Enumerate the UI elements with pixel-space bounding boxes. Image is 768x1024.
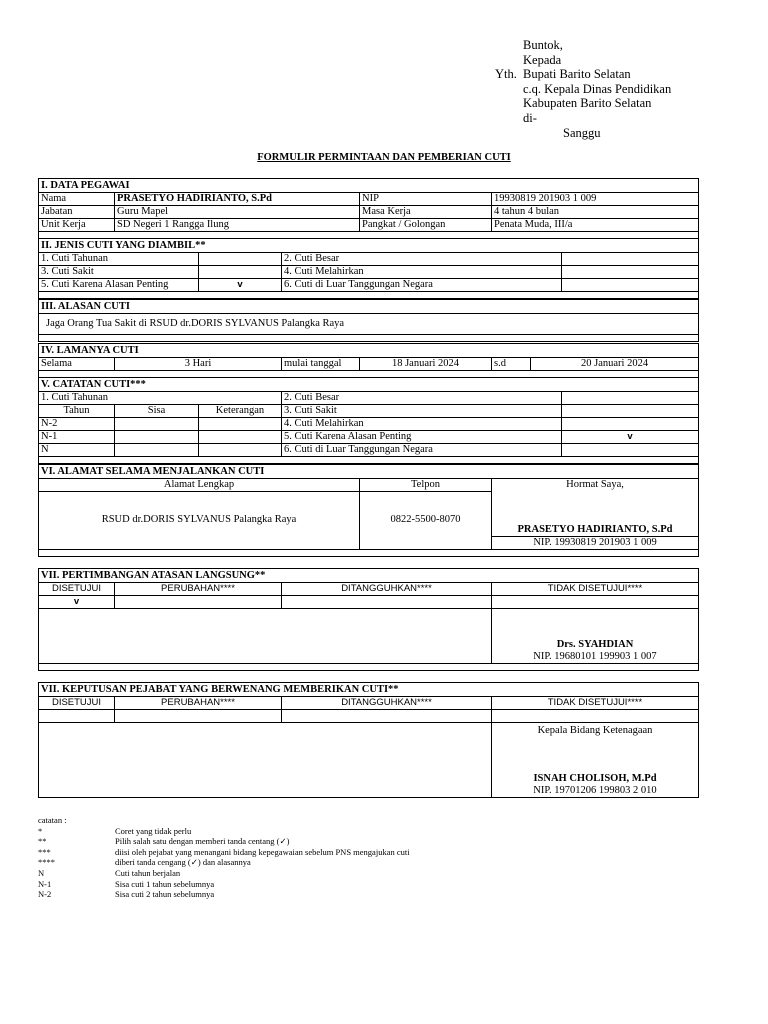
spacer-row xyxy=(39,292,699,299)
cuti-besar-check[interactable] xyxy=(562,253,699,266)
section-title: V. CATATAN CUTI*** xyxy=(39,378,699,392)
spacer-row xyxy=(39,664,699,671)
cuti-sakit-check[interactable] xyxy=(199,266,282,279)
value-pangkat: Penata Muda, III/a xyxy=(492,219,699,232)
pejabat-position: Kepala Bidang Ketenagaan xyxy=(492,723,699,744)
catatan-cuti-alasan-penting-value[interactable]: v xyxy=(562,431,699,444)
n-sisa[interactable] xyxy=(115,444,199,457)
pejabat-signer-name: ISNAH CHOLISOH, M.Pd xyxy=(492,773,699,785)
cuti-tahunan-label: 1. Cuti Tahunan xyxy=(39,253,199,266)
atasan-signer-name: Drs. SYAHDIAN xyxy=(492,609,699,652)
value-unit-kerja: SD Negeri 1 Rangga Ilung xyxy=(115,219,360,232)
tidak-disetujui-check[interactable] xyxy=(492,710,699,723)
n-label: N xyxy=(39,444,115,457)
note-value: Pilih salah satu dengan memberi tanda centang (✓) xyxy=(115,836,290,847)
note-key: **** xyxy=(38,857,55,868)
hormat-saya: Hormat Saya, xyxy=(492,479,699,492)
ditangguhkan-check[interactable] xyxy=(282,596,492,609)
note-key: N-1 xyxy=(38,878,52,889)
note-row xyxy=(38,836,290,847)
catatan-cuti-luar-tanggungan-value[interactable] xyxy=(562,444,699,457)
section-title: VII. PERTIMBANGAN ATASAN LANGSUNG** xyxy=(39,569,699,583)
section-alasan-cuti xyxy=(38,299,699,342)
catatan-cuti-melahirkan-label: 4. Cuti Melahirkan xyxy=(282,418,562,431)
label-masa-kerja: Masa Kerja xyxy=(360,206,492,219)
note-key: ** xyxy=(38,836,47,847)
value-masa-kerja: 4 tahun 4 bulan xyxy=(492,206,699,219)
spacer-row xyxy=(39,549,699,556)
ditangguhkan-header: DITANGGUHKAN**** xyxy=(282,583,492,596)
note-row xyxy=(38,846,410,858)
tidak-disetujui-header: TIDAK DISETUJUI**** xyxy=(492,583,699,596)
note-value: Sisa cuti 1 tahun sebelumnya xyxy=(115,878,215,889)
atasan-signer-nip: NIP. 19680101 199903 1 007 xyxy=(492,651,699,664)
to-text: Kepada xyxy=(523,52,562,67)
disetujui-check[interactable]: v xyxy=(39,596,115,609)
section-title: III. ALASAN CUTI xyxy=(39,300,699,314)
section-lamanya-cuti xyxy=(38,343,699,378)
section-title: VII. KEPUTUSAN PEJABAT YANG BERWENANG MEMBERIKAN CUTI** xyxy=(39,683,699,697)
sisa-header: Sisa xyxy=(115,405,199,418)
n2-keterangan[interactable] xyxy=(199,418,282,431)
note-row xyxy=(38,889,215,900)
cuti-luar-tanggungan-label: 6. Cuti di Luar Tanggungan Negara xyxy=(282,279,562,292)
section-title: VI. ALAMAT SELAMA MENJALANKAN CUTI xyxy=(39,465,699,479)
catatan-cuti-besar-label: 2. Cuti Besar xyxy=(282,392,562,405)
section-data-pegawai xyxy=(38,178,699,239)
perubahan-check[interactable] xyxy=(115,596,282,609)
form-title: FORMULIR PERMINTAAN DAN PEMBERIAN CUTI xyxy=(257,152,511,163)
perubahan-header: PERUBAHAN**** xyxy=(115,583,282,596)
pejabat-signer-nip: NIP. 19701206 199803 2 010 xyxy=(492,785,699,798)
notes-title: catatan : xyxy=(38,815,67,825)
notes-section xyxy=(38,815,410,900)
perubahan-check[interactable] xyxy=(115,710,282,723)
n1-keterangan[interactable] xyxy=(199,431,282,444)
perubahan-header: PERUBAHAN**** xyxy=(115,697,282,710)
disetujui-header: DISETUJUI xyxy=(39,697,115,710)
di-text: di- xyxy=(523,110,537,125)
note-row xyxy=(38,867,181,879)
sd-label: s.d xyxy=(492,358,531,371)
section-keputusan-pejabat xyxy=(38,682,699,798)
regency-text: Kabupaten Barito Selatan xyxy=(523,96,652,111)
catatan-cuti-luar-tanggungan-label: 6. Cuti di Luar Tanggungan Negara xyxy=(282,444,562,457)
catatan-cuti-melahirkan-value[interactable] xyxy=(562,418,699,431)
selama-label: Selama xyxy=(39,358,115,371)
value-nip: 19930819 201903 1 009 xyxy=(492,193,699,206)
note-row xyxy=(38,825,192,837)
n1-sisa[interactable] xyxy=(115,431,199,444)
signer-name: PRASETYO HADIRIANTO, S.Pd xyxy=(492,492,699,537)
recipient-address xyxy=(523,38,671,140)
value-nama: PRASETYO HADIRIANTO, S.Pd xyxy=(115,193,360,206)
place-text: Buntok, xyxy=(523,38,563,52)
cuti-besar-label: 2. Cuti Besar xyxy=(282,253,562,266)
tidak-disetujui-header: TIDAK DISETUJUI**** xyxy=(492,697,699,710)
keputusan-notes[interactable] xyxy=(39,723,492,798)
note-value: Sisa cuti 2 tahun sebelumnya xyxy=(115,889,215,900)
ditangguhkan-check[interactable] xyxy=(282,710,492,723)
cuti-tahunan-check[interactable] xyxy=(199,253,282,266)
label-pangkat: Pangkat / Golongan xyxy=(360,219,492,232)
alasan-cuti-text[interactable]: Jaga Orang Tua Sakit di RSUD dr.DORIS SYLVANUS Palangka Raya xyxy=(39,314,699,335)
end-date[interactable]: 20 Januari 2024 xyxy=(531,358,699,371)
section-alamat-cuti xyxy=(38,464,699,557)
tidak-disetujui-check[interactable] xyxy=(492,596,699,609)
alamat-header: Alamat Lengkap xyxy=(39,479,360,492)
catatan-cuti-alasan-penting-label: 5. Cuti Karena Alasan Penting xyxy=(282,431,562,444)
catatan-cuti-besar-value[interactable] xyxy=(562,392,699,405)
section-title: IV. LAMANYA CUTI xyxy=(39,344,699,358)
section-title: II. JENIS CUTI YANG DIAMBIL** xyxy=(39,239,699,253)
note-value: diisi oleh pejabat yang menangani bidang kepegawaian sebelum PNS mengajukan cuti xyxy=(115,846,410,857)
keterangan-header: Keterangan xyxy=(199,405,282,418)
telpon-header: Telpon xyxy=(360,479,492,492)
cuti-alasan-penting-label: 5. Cuti Karena Alasan Penting xyxy=(39,279,199,292)
note-value: diberi tanda cengang (✓) dan alasannya xyxy=(115,857,251,868)
note-value: Cuti tahun berjalan xyxy=(115,867,181,878)
catatan-cuti-sakit-label: 3. Cuti Sakit xyxy=(282,405,562,418)
section-title: I. DATA PEGAWAI xyxy=(39,179,699,193)
n-keterangan[interactable] xyxy=(199,444,282,457)
note-row xyxy=(38,857,251,868)
pertimbangan-notes[interactable] xyxy=(39,609,492,664)
cuti-alasan-penting-check[interactable]: v xyxy=(199,279,282,292)
mulai-label: mulai tanggal xyxy=(282,358,360,371)
tahun-header: Tahun xyxy=(39,405,115,418)
n2-sisa[interactable] xyxy=(115,418,199,431)
note-key: * xyxy=(38,825,43,836)
cuti-luar-tanggungan-check[interactable] xyxy=(562,279,699,292)
telpon-value[interactable]: 0822-5500-8070 xyxy=(360,492,492,550)
durasi-value[interactable]: 3 Hari xyxy=(115,358,282,371)
recipient-text: Bupati Barito Selatan xyxy=(523,67,631,82)
label-nama: Nama xyxy=(39,193,115,206)
cuti-melahirkan-check[interactable] xyxy=(562,266,699,279)
cuti-sakit-label: 3. Cuti Sakit xyxy=(39,266,199,279)
signature-space xyxy=(492,743,699,773)
n1-label: N-1 xyxy=(39,431,115,444)
note-row xyxy=(38,878,215,890)
cuti-melahirkan-label: 4. Cuti Melahirkan xyxy=(282,266,562,279)
spacer-row xyxy=(39,457,699,464)
section-jenis-cuti xyxy=(38,238,699,299)
note-value: Coret yang tidak perlu xyxy=(115,825,192,836)
yth-label: Yth. xyxy=(495,67,517,81)
note-key: N xyxy=(38,867,45,878)
cq-text: c.q. Kepala Dinas Pendidikan xyxy=(523,81,672,96)
section-catatan-cuti xyxy=(38,377,699,464)
catatan-cuti-tahunan-label: 1. Cuti Tahunan xyxy=(39,392,282,405)
alamat-value[interactable]: RSUD dr.DORIS SYLVANUS Palangka Raya xyxy=(39,492,360,550)
disetujui-header: DISETUJUI xyxy=(39,583,115,596)
note-key: N-2 xyxy=(38,889,52,900)
section-pertimbangan-atasan xyxy=(38,568,699,671)
signer-nip: NIP. 19930819 201903 1 009 xyxy=(492,536,699,549)
city-text: Sanggu xyxy=(563,125,601,140)
label-nip: NIP xyxy=(360,193,492,206)
value-jabatan: Guru Mapel xyxy=(115,206,360,219)
disetujui-check[interactable] xyxy=(39,710,115,723)
label-unit-kerja: Unit Kerja xyxy=(39,219,115,232)
catatan-cuti-sakit-value[interactable] xyxy=(562,405,699,418)
label-jabatan: Jabatan xyxy=(39,206,115,219)
n2-label: N-2 xyxy=(39,418,115,431)
note-key: *** xyxy=(38,846,51,857)
spacer-row xyxy=(39,335,699,342)
start-date[interactable]: 18 Januari 2024 xyxy=(360,358,492,371)
ditangguhkan-header: DITANGGUHKAN**** xyxy=(282,697,492,710)
